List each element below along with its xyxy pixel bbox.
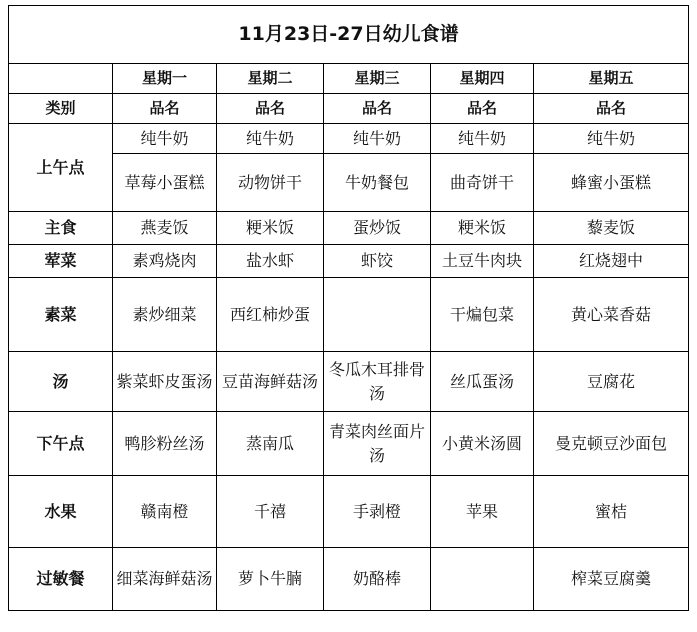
menu-cell: 蜂蜜小蛋糕 (534, 154, 689, 212)
menu-cell: 粳米饭 (217, 212, 324, 245)
menu-cell: 干煸包菜 (431, 278, 534, 352)
item-header: 品名 (217, 94, 324, 124)
menu-cell: 藜麦饭 (534, 212, 689, 245)
menu-cell: 丝瓜蛋汤 (431, 352, 534, 412)
category-cell-soup: 汤 (9, 352, 113, 412)
menu-cell: 土豆牛肉块 (431, 245, 534, 278)
menu-cell: 千禧 (217, 476, 324, 548)
menu-cell: 纯牛奶 (431, 124, 534, 154)
menu-cell: 鸭胗粉丝汤 (113, 412, 217, 476)
menu-cell: 草莓小蛋糕 (113, 154, 217, 212)
menu-cell: 榨菜豆腐羹 (534, 548, 689, 611)
menu-cell: 红烧翅中 (534, 245, 689, 278)
day-header: 星期三 (324, 64, 431, 94)
menu-cell: 黄心菜香菇 (534, 278, 689, 352)
category-cell-meat: 荤菜 (9, 245, 113, 278)
category-cell-afternoon-snack: 下午点 (9, 412, 113, 476)
corner-cell (9, 64, 113, 94)
category-cell-fruit: 水果 (9, 476, 113, 548)
menu-cell: 苹果 (431, 476, 534, 548)
menu-cell: 虾饺 (324, 245, 431, 278)
menu-cell: 蜜桔 (534, 476, 689, 548)
menu-cell (324, 278, 431, 352)
menu-cell: 牛奶餐包 (324, 154, 431, 212)
category-header: 类别 (9, 94, 113, 124)
menu-cell: 小黄米汤圆 (431, 412, 534, 476)
menu-cell: 奶酪棒 (324, 548, 431, 611)
menu-cell: 曲奇饼干 (431, 154, 534, 212)
menu-cell: 赣南橙 (113, 476, 217, 548)
menu-cell: 盐水虾 (217, 245, 324, 278)
menu-cell: 豆苗海鲜菇汤 (217, 352, 324, 412)
menu-cell: 动物饼干 (217, 154, 324, 212)
category-cell-allergy-meal: 过敏餐 (9, 548, 113, 611)
menu-cell: 萝卜牛腩 (217, 548, 324, 611)
day-header: 星期五 (534, 64, 689, 94)
item-header: 品名 (431, 94, 534, 124)
day-header: 星期二 (217, 64, 324, 94)
menu-cell: 青菜肉丝面片汤 (324, 412, 431, 476)
category-cell-morning-snack: 上午点 (9, 124, 113, 212)
day-header: 星期四 (431, 64, 534, 94)
category-cell-staple: 主食 (9, 212, 113, 245)
menu-cell: 紫菜虾皮蛋汤 (113, 352, 217, 412)
menu-cell: 纯牛奶 (217, 124, 324, 154)
menu-cell: 蛋炒饭 (324, 212, 431, 245)
menu-cell: 蒸南瓜 (217, 412, 324, 476)
menu-cell: 纯牛奶 (113, 124, 217, 154)
menu-cell: 豆腐花 (534, 352, 689, 412)
menu-cell (431, 548, 534, 611)
day-header: 星期一 (113, 64, 217, 94)
menu-cell: 手剥橙 (324, 476, 431, 548)
menu-cell: 粳米饭 (431, 212, 534, 245)
menu-cell: 曼克顿豆沙面包 (534, 412, 689, 476)
menu-cell: 纯牛奶 (324, 124, 431, 154)
menu-cell: 西红柿炒蛋 (217, 278, 324, 352)
item-header: 品名 (324, 94, 431, 124)
menu-cell: 燕麦饭 (113, 212, 217, 245)
menu-cell: 细菜海鲜菇汤 (113, 548, 217, 611)
menu-cell: 素鸡烧肉 (113, 245, 217, 278)
item-header: 品名 (534, 94, 689, 124)
menu-cell: 纯牛奶 (534, 124, 689, 154)
category-cell-vegetable: 素菜 (9, 278, 113, 352)
menu-table (8, 5, 689, 611)
menu-cell: 素炒细菜 (113, 278, 217, 352)
item-header: 品名 (113, 94, 217, 124)
menu-title: 11月23日-27日幼儿食谱 (9, 6, 689, 64)
menu-cell: 冬瓜木耳排骨汤 (324, 352, 431, 412)
